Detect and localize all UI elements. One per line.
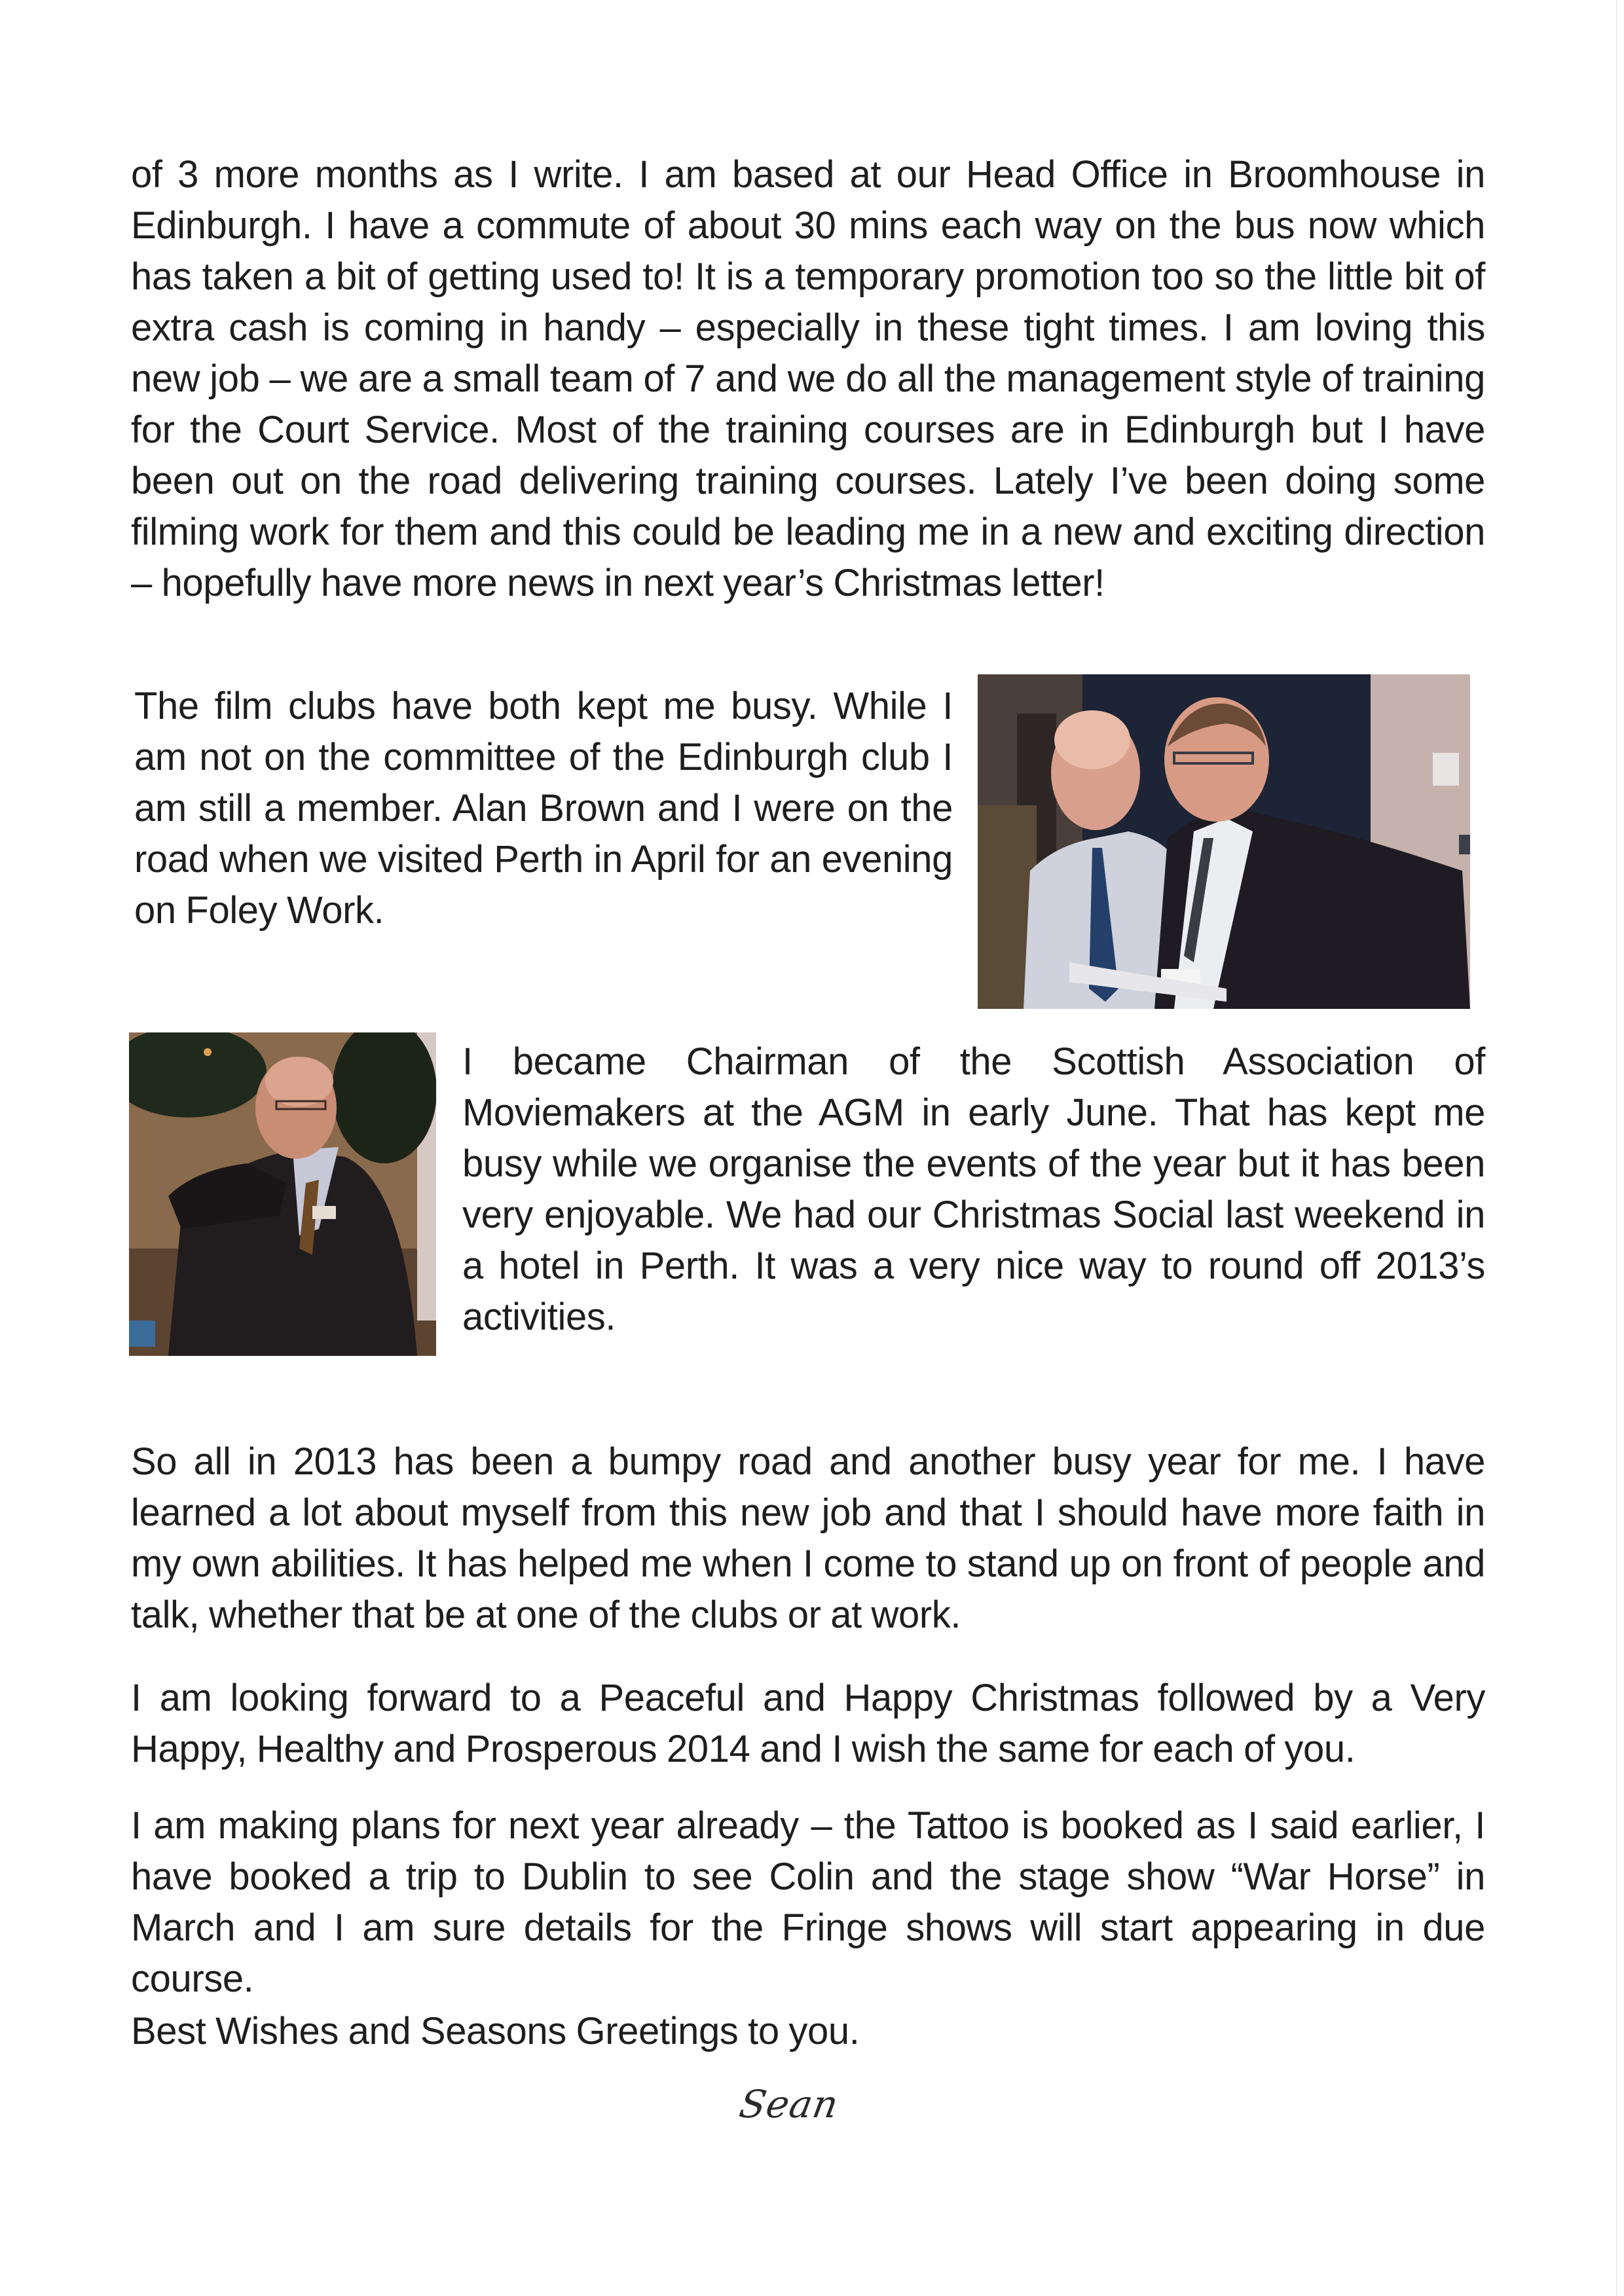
page-edge <box>1616 0 1617 2296</box>
signature: Sean <box>736 2082 842 2126</box>
paragraph-next-year-plans: I am making plans for next year already – the Tattoo is booked as I said earlier, I have booked a trip to Dublin to see Colin and the stage show “War Horse” in March and I am sure details for the Fringe shows will start appearing in due course. <box>131 1804 1485 2000</box>
paragraph-christmas-wishes: I am looking forward to a Peaceful and Happy Christmas followed by a Very Happy, Healthy and Prosperous 2014 and I wish the same for each of you. <box>131 1677 1485 1770</box>
photo-two-men <box>978 674 1470 1009</box>
paragraph-chairman: I became Chairman of the Scottish Association of Moviemakers at the AGM in early June. That has kept me busy while we organise the events of the year but it has been very enjoyable. We had our Christmas Social last weekend in a hotel in Perth. It was a very nice way to round off 2013’s activities. <box>462 1040 1485 1338</box>
paragraph-work: of 3 more months as I write. I am based at our Head Office in Broomhouse in Edinburgh. I have a commute of about 30 mins each way on the bus now which has taken a bit of getting used to! It is a temporary promotion too so the little bit of extra cash is coming in handy – especially in these tight times. I am loving this new job – we are a small team of 7 and we do all the management style of training for the Court Service. Most of the training courses are in Edinburgh but I have been out on the road delivering training courses. Lately I’ve been doing some filming work for them and this could be leading me in a new and exciting direction – hopefully have more news in next year’s Christmas letter! <box>131 153 1485 604</box>
photo-chairman <box>129 1032 436 1356</box>
paragraph-film-clubs: The film clubs have both kept me busy. While I am not on the committee of the Edinburgh club I am still a member. Alan Brown and I were on the road when we visited Perth in April for an evening on Foley Work. <box>134 685 953 932</box>
paragraph-closing: Best Wishes and Seasons Greetings to you. <box>131 2010 860 2052</box>
paragraph-year-summary: So all in 2013 has been a bumpy road and another busy year for me. I have learned a lot about myself from this new job and that I should have more faith in my own abilities. It has helped me when I come to stand up on front of people and talk, whether that be at one of the clubs or at work. <box>131 1440 1485 1636</box>
